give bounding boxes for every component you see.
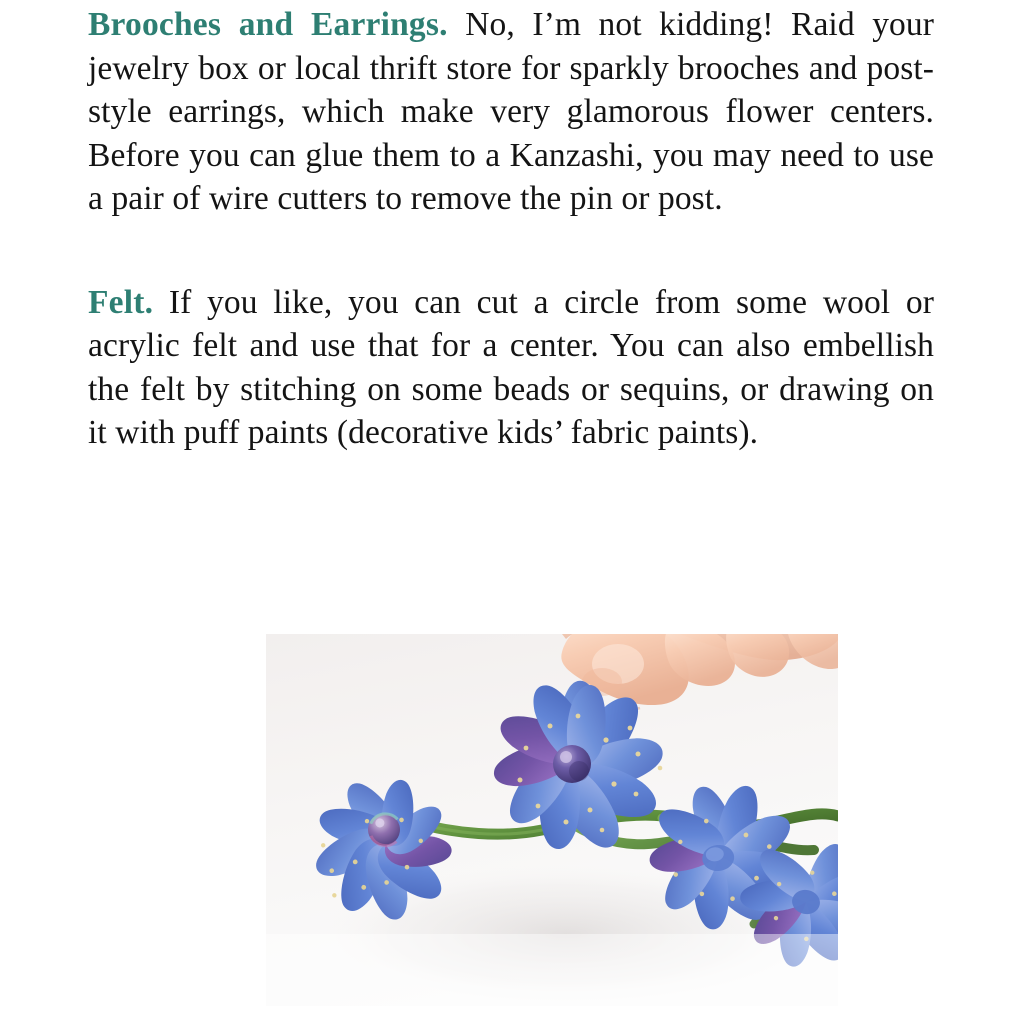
- paragraph-brooches-and-earrings: [88, 3, 934, 221]
- photo-illustration: [266, 634, 838, 1006]
- kanzashi-flower-garland-photo: [266, 634, 838, 1006]
- paragraph-body-brooches-and-earrings: No, I’m not kidding! Raid your jewelry box or local thrift store for sparkly brooches and post-style earrings, which make very glamorous flower centers. Before you can glue them to a Kanzashi, you may need to use a pair of wire cutters to remove the pin or post.: [88, 6, 935, 217]
- text-column: [88, 0, 934, 455]
- paragraph-felt: [88, 281, 934, 455]
- runin-heading-felt: Felt.: [88, 283, 154, 321]
- paragraph-body-felt: If you like, you can cut a circle from some wool or acrylic felt and use that for a center. You can also embellish the felt by stitching on some beads or sequins, or drawing on it with puff paints (decorative kids’ fabric paints).: [88, 283, 934, 451]
- photo-bottom-highlight: [266, 934, 838, 1006]
- runin-heading-brooches-and-earrings: Brooches and Earrings.: [88, 6, 448, 43]
